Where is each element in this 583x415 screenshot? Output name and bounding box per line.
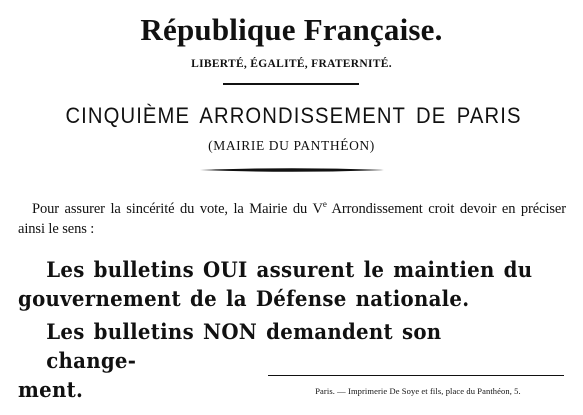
intro-text-end: Arrondissement croit devoir en préciser ainsi le sens : bbox=[18, 201, 566, 237]
oui-statement-line-2: gouvernement de la Défense nationale. bbox=[18, 286, 470, 311]
divider-rule-bottom bbox=[268, 375, 564, 376]
intro-superscript: e bbox=[322, 199, 327, 210]
non-statement-line-1: Les bulletins NON demandent son change- bbox=[46, 319, 442, 373]
ornamental-rule bbox=[200, 167, 384, 173]
intro-paragraph bbox=[18, 199, 566, 239]
mairie-subtitle: (MAIRIE DU PANTHÉON) bbox=[208, 138, 375, 153]
intro-text-start: Pour assurer la sincérité du vote, la Mairie du V bbox=[32, 201, 323, 217]
divider-rule-top bbox=[223, 83, 359, 85]
oui-statement bbox=[18, 255, 540, 313]
oui-statement-line-1: Les bulletins OUI assurent le maintien du bbox=[46, 257, 533, 282]
arrondissement-title: CINQUIÈME ARRONDISSEMENT DE PARIS bbox=[65, 103, 522, 128]
non-statement-line-2: ment. bbox=[18, 377, 84, 402]
printer-imprint: Paris. — Imprimerie De Soye et fils, place du Panthéon, 5. bbox=[315, 386, 521, 396]
republic-title: République Française. bbox=[140, 12, 443, 47]
motto: LIBERTÉ, ÉGALITÉ, FRATERNITÉ. bbox=[191, 58, 392, 70]
